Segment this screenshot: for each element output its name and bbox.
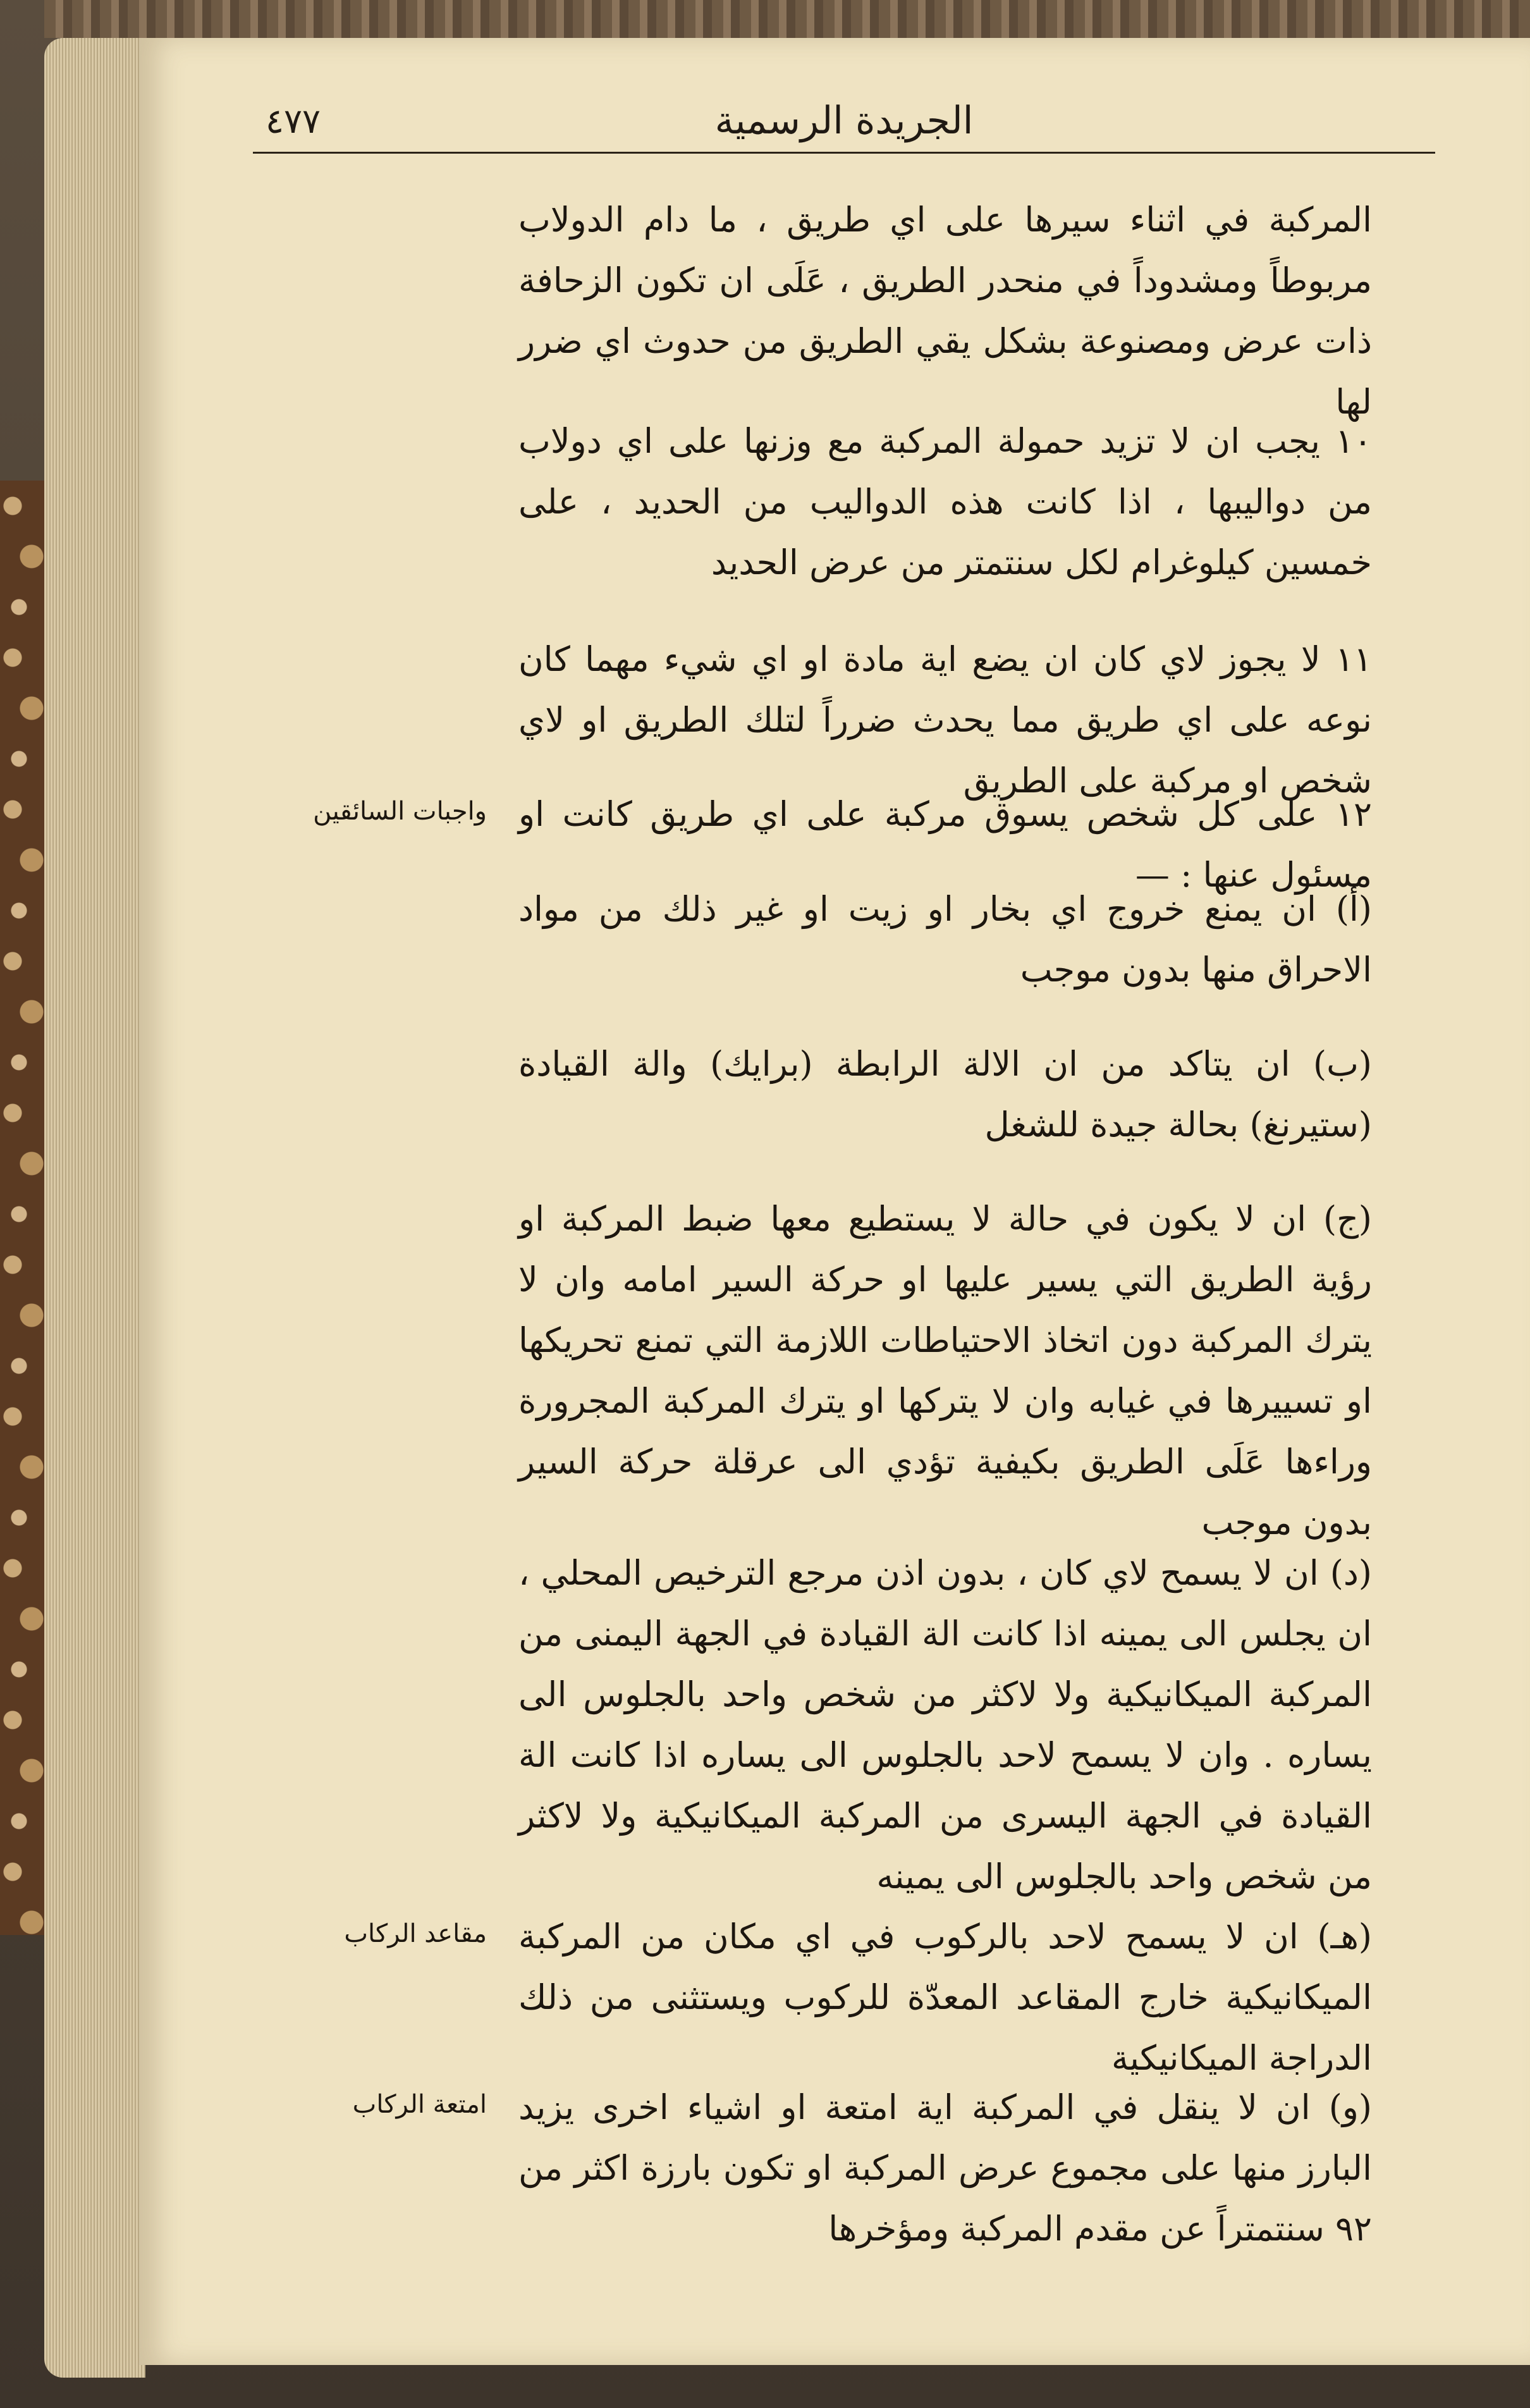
margin-note-drivers-duties: واجبات السائقين	[313, 797, 487, 826]
paragraph: (و) ان لا ينقل في المركبة اية امتعة او اشياء اخرى يزيد البارز منها على مجموع عرض المركبة او تكون بارزة اكثر من ٩٢ سنتمتراً عن مقدم المركبة ومؤخرها	[518, 2087, 1373, 2249]
clause-c	[518, 1189, 1372, 1553]
paragraph: (د) ان لا يسمح لاي كان ، بدون اذن مرجع الترخيص المحلي ، ان يجلس الى يمينه اذا كانت الة القيادة في الجهة اليمنى من المركبة الميكانيكية ولا لاكثر من شخص واحد بالجلوس الى يساره . وان لا يسمح لاحد بالجلوس الى يساره اذا كانت الة القيادة في الجهة اليسرى من المركبة الميكانيكية ولا لاكثر من شخص واحد بالجلوس الى يمينه	[518, 1553, 1372, 1896]
clause-a	[518, 879, 1372, 1000]
paragraph: المركبة في اثناء سيرها على اي طريق ، ما دام الدولاب مربوطاً ومشدوداً في منحدر الطريق ، عَلَى ان تكون الزحافة ذات عرض ومصنوعة بشكل يقي الطريق من حدوث اي ضرر لها	[518, 200, 1372, 422]
paragraph: (ب) ان يتاكد من ان الالة الرابطة (برايك) والة القيادة (ستيرنغ) بحالة جيدة للشغل	[518, 1044, 1372, 1145]
paragraph: (ج) ان لا يكون في حالة لا يستطيع معها ضبط المركبة او رؤية الطريق التي يسير عليها او حركة السير امامه وان لا يترك المركبة دون اتخاذ الاحتياطات اللازمة التي تمنع تحريكها او تسييرها في غيابه وان لا يتركها او يترك المركبة المجرورة وراءها عَلَى الطريق بكيفية تؤدي الى عرقلة حركة السير بدون موجب	[518, 1199, 1373, 1542]
page-number: ٤٧٧	[266, 101, 321, 141]
marbled-cover	[0, 481, 44, 1935]
paragraph: ١٢ على كل شخص يسوق مركبة على اي طريق كانت او مسئول عنها : —	[518, 794, 1372, 895]
clause-e	[518, 1907, 1372, 2089]
paragraph: ١٠ يجب ان لا تزيد حمولة المركبة مع وزنها على اي دولاب من دواليبها ، اذا كانت هذه الدواليب من الحديد ، على خمسين كيلوغرام لكل سنتمتر من عرض الحديد	[518, 421, 1372, 582]
paragraph: (أ) ان يمنع خروج اي بخار او زيت او غير ذلك من مواد الاحراق منها بدون موجب	[518, 889, 1372, 990]
book-top-edge	[44, 0, 1530, 38]
running-head	[253, 95, 1435, 154]
paragraph-continuation	[518, 190, 1372, 433]
clause-b	[518, 1034, 1372, 1155]
journal-title: الجريدة الرسمية	[714, 99, 974, 143]
clause-f	[518, 2077, 1372, 2259]
article-10	[518, 411, 1372, 593]
clause-d	[518, 1543, 1372, 1907]
margin-note-passenger-seats: مقاعد الركاب	[344, 1919, 487, 1948]
page-edges	[44, 38, 145, 2378]
paragraph: ١١ لا يجوز لاي كان ان يضع اية مادة او اي شيء مهما كان نوعه على اي طريق مما يحدث ضرراً لتلك الطريق او لاي شخص او مركبة على الطريق	[518, 639, 1372, 801]
margin-note-passenger-luggage: امتعة الركاب	[352, 2090, 487, 2119]
paragraph: (هـ) ان لا يسمح لاحد بالركوب في اي مكان من المركبة الميكانيكية خارج المقاعد المعدّة للركوب ويستثنى من ذلك الدراجة الميكانيكية	[518, 1917, 1372, 2078]
